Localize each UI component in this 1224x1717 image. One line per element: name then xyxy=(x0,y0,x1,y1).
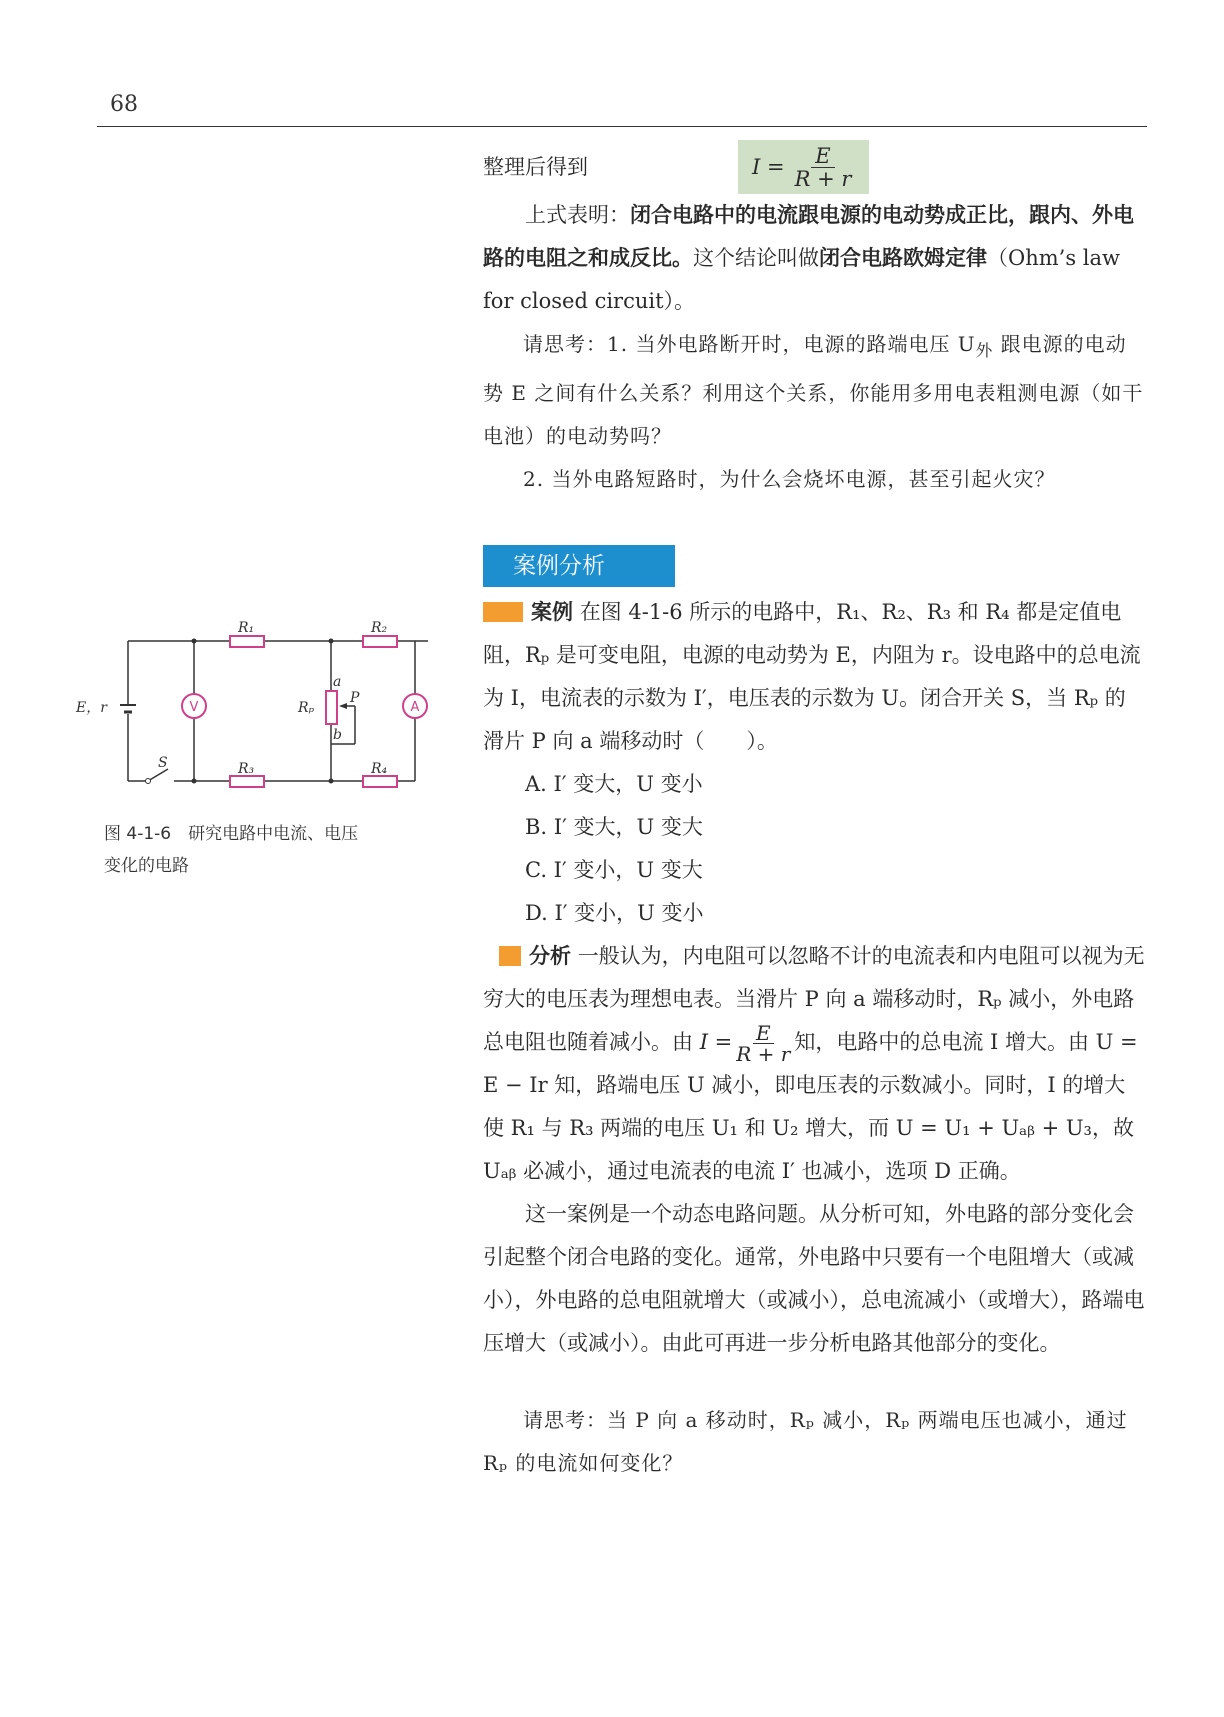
option-d: D. I′ 变小，U 变小 xyxy=(525,901,704,925)
formula-lhs: I = xyxy=(752,154,785,179)
label-p: P xyxy=(350,690,360,706)
formula-numerator: E xyxy=(811,145,834,168)
think-question-1 xyxy=(483,323,1145,458)
analysis-text-2a: Rₚ 减小，外电路总电阻也随着减小。由 xyxy=(483,987,1135,1054)
think-question-3: 请思考：当 P 向 a 移动时，Rₚ 减小，Rₚ 两端电压也减小，通过 Rₚ 的电流如何变化？ xyxy=(483,1408,1128,1475)
main-column xyxy=(483,140,1145,1485)
formula-denominator: R + r xyxy=(794,166,852,191)
conclusion-bold-1: 闭合电路中的电流跟电源的电动势成正比，跟内、外电路的电阻之和成反比。 xyxy=(483,203,1134,270)
formula-row xyxy=(483,140,1145,194)
analysis-marker-icon xyxy=(499,946,521,966)
figure-caption-line-2: 变化的电路 xyxy=(104,856,189,876)
option-a: A. I′ 变大，U 变小 xyxy=(525,772,703,796)
label-r4: R₄ xyxy=(371,761,388,777)
analysis-paragraph xyxy=(483,935,1145,1193)
analysis-text-1: 一般认为，内电阻可以忽略不计的电流表和内电阻可以视为无穷大的电压表为理想电表。当滑片 P 向 a 端移动时， xyxy=(483,944,1145,1011)
analysis-fraction-num: E xyxy=(753,1023,774,1044)
intro-text: 整理后得到 xyxy=(483,154,588,179)
label-a: a xyxy=(333,674,342,690)
conclusion-lead: 上式表明： xyxy=(525,203,630,227)
options-list xyxy=(483,763,1145,935)
conclusion-tail: （Ohm’s law for closed circuit）。 xyxy=(483,246,1120,313)
analysis-fraction-den: R + r xyxy=(736,1042,791,1066)
label-r2: R₂ xyxy=(371,620,388,636)
circuit-diagram xyxy=(76,606,420,811)
conclusion-mid: 这个结论叫做 xyxy=(693,246,819,270)
section-title: 案例分析 xyxy=(483,545,675,587)
case-body: 在图 4-1-6 所示的电路中，R₁、R₂、R₃ 和 R₄ 都是定值电阻，Rₚ 是可变电阻，电源的电动势为 E，内阻为 r。设电路中的总电流为 I，电流表的示数为 I′，电压表的示数为 U。闭合开关 S，当 Rₚ 的滑片 P 向 a 端移动时（ ）。 xyxy=(483,600,1141,753)
think-q1-subscript: 外 xyxy=(975,341,994,360)
analysis-label: 分析 xyxy=(529,944,571,968)
summary-paragraph: 这一案例是一个动态电路问题。从分析可知，外电路的部分变化会引起整个闭合电路的变化。通常，外电路中只要有一个电阻增大（或减小），外电路的总电阻就增大（或减小），总电流减小（或增大），路端电压增大（或减小）。由此可再进一步分析电路其他部分的变化。 xyxy=(483,1202,1145,1355)
label-b: b xyxy=(333,727,342,743)
label-r3: R₃ xyxy=(238,761,255,777)
label-emf: E，r xyxy=(76,700,107,716)
case-paragraph xyxy=(483,591,1145,763)
page-number: 68 xyxy=(110,92,138,117)
analysis-fraction xyxy=(736,1023,790,1064)
option-c: C. I′ 变小，U 变大 xyxy=(525,858,703,882)
option-b: B. I′ 变大，U 变大 xyxy=(525,815,703,839)
conclusion-paragraph xyxy=(483,194,1145,323)
think-q1-part-a: 请思考：1. 当外电路断开时，电源的路端电压 U xyxy=(523,332,976,356)
analysis-eq-lhs: I = xyxy=(699,1030,733,1054)
law-name: 闭合电路欧姆定律 xyxy=(819,246,987,270)
case-label: 案例 xyxy=(531,600,573,624)
analysis-text-2b: 知，电路中的总电流 I 增大。由 U = E − Ir 知，路端电压 U 减小，即电压表的示数减小。同时，I 的增大使 R₁ 与 R₃ 两端的电压 U₁ 和 U₂ 增大，而 U = U₁ + Uₐᵦ + U₃，故 Uₐᵦ 必减小，通过电流表的电流 I′ 也减小，选项 D 正确。 xyxy=(483,1030,1138,1183)
figure-caption-line-1: 图 4-1-6 研究电路中电流、电压 xyxy=(104,824,359,844)
formula-fraction xyxy=(791,145,856,190)
header-rule xyxy=(97,126,1147,127)
label-r1: R₁ xyxy=(238,620,255,636)
figure-caption xyxy=(104,818,404,882)
think-question-2: 2. 当外电路短路时，为什么会烧坏电源，甚至引起火灾？ xyxy=(523,467,1056,491)
think-q1-part-b: 跟电源的电动势 E 之间有什么关系？利用这个关系，你能用多用电表粗测电源（如干电池）的电动势吗？ xyxy=(483,332,1144,448)
voltmeter-label: V xyxy=(189,700,199,715)
label-rp: Rₚ xyxy=(298,700,315,716)
ammeter-label: A xyxy=(410,700,420,715)
case-marker-icon xyxy=(483,602,523,622)
label-s: S xyxy=(158,755,168,771)
ohm-formula xyxy=(738,140,869,194)
